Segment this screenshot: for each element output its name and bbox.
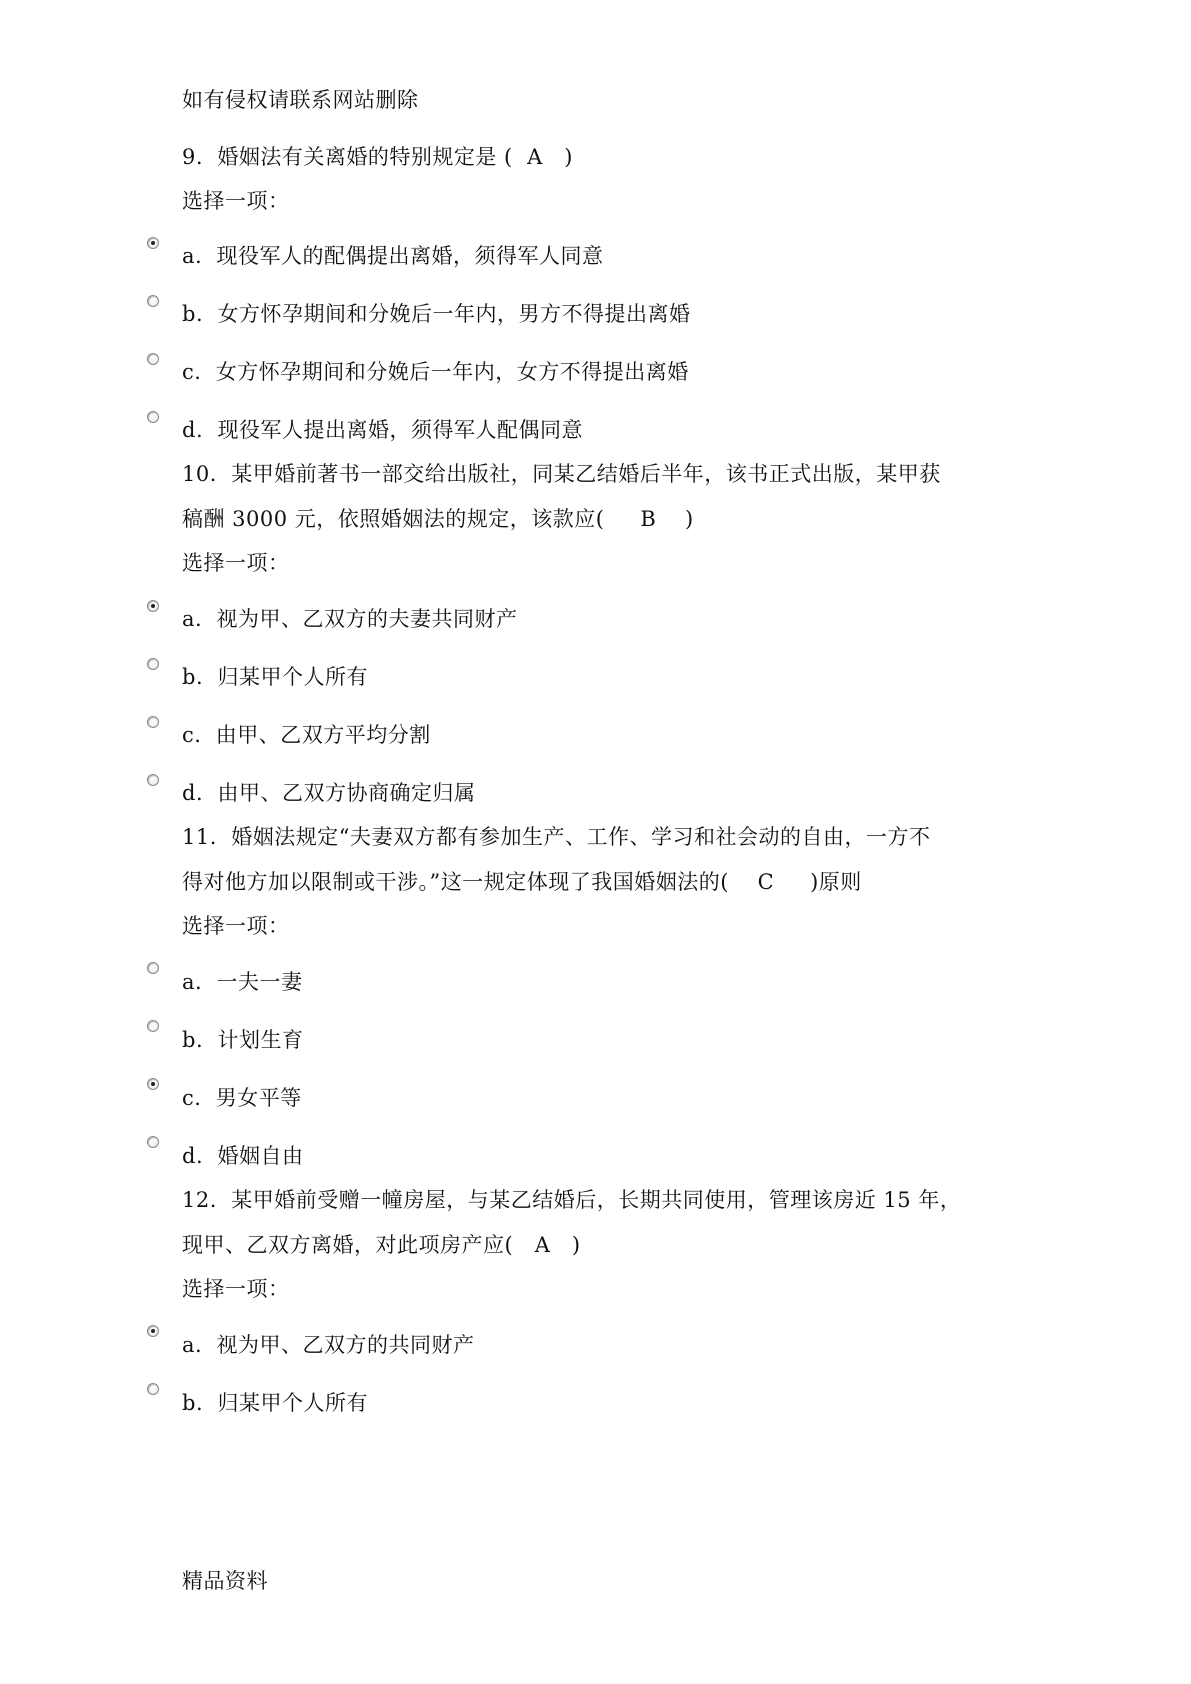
question-11-stem-line-2: 得对他方加以限制或干涉。”这一规定体现了我国婚姻法的( C )原则 — [182, 870, 862, 894]
page-footer: 精品资料 — [182, 1569, 268, 1593]
radio-button[interactable] — [147, 1020, 159, 1032]
question-10-option-c: c. 由甲、乙双方平均分割 — [182, 723, 431, 747]
radio-button[interactable] — [147, 1383, 159, 1395]
radio-button[interactable] — [147, 962, 159, 974]
question-11-option-a: a. 一夫一妻 — [182, 970, 303, 994]
question-10-option-a: a. 视为甲、乙双方的夫妻共同财产 — [182, 607, 518, 631]
radio-button[interactable] — [147, 1136, 159, 1148]
radio-button[interactable] — [147, 774, 159, 786]
question-9-option-a: a. 现役军人的配偶提出离婚，须得军人同意 — [182, 244, 604, 268]
question-11-option-d: d. 婚姻自由 — [182, 1144, 304, 1168]
page-header: 如有侵权请联系网站删除 — [182, 88, 419, 112]
question-9-prompt: 选择一项： — [182, 189, 290, 213]
question-9-option-b: b. 女方怀孕期间和分娩后一年内，男方不得提出离婚 — [182, 302, 691, 326]
question-9-option-c: c. 女方怀孕期间和分娩后一年内，女方不得提出离婚 — [182, 360, 689, 384]
question-10-option-b: b. 归某甲个人所有 — [182, 665, 368, 689]
question-11-option-b: b. 计划生育 — [182, 1028, 304, 1052]
question-10-stem-line-1: 10. 某甲婚前著书一部交给出版社，同某乙结婚后半年，该书正式出版，某甲获 — [182, 462, 941, 486]
question-11-stem-line-1: 11. 婚姻法规定“夫妻双方都有参加生产、工作、学习和社会动的自由，一方不 — [182, 825, 931, 849]
radio-button[interactable] — [147, 295, 159, 307]
radio-button[interactable] — [147, 716, 159, 728]
question-12-stem-line-2: 现甲、乙双方离婚，对此项房产应( A ) — [182, 1233, 581, 1257]
radio-button-selected[interactable] — [147, 600, 159, 612]
question-10-stem-line-2: 稿酬 3000 元，依照婚姻法的规定，该款应( B ) — [182, 507, 694, 531]
radio-button[interactable] — [147, 411, 159, 423]
radio-button-selected[interactable] — [147, 1325, 159, 1337]
question-11-option-c: c. 男女平等 — [182, 1086, 302, 1110]
question-11-prompt: 选择一项： — [182, 914, 290, 938]
question-12-prompt: 选择一项： — [182, 1277, 290, 1301]
question-12-stem-line-1: 12. 某甲婚前受赠一幢房屋，与某乙结婚后，长期共同使用，管理该房近 15 年， — [182, 1188, 962, 1212]
question-12-option-a: a. 视为甲、乙双方的共同财产 — [182, 1333, 475, 1357]
radio-button-selected[interactable] — [147, 237, 159, 249]
question-9-stem: 9. 婚姻法有关离婚的特别规定是 ( A ) — [182, 145, 573, 169]
radio-button-selected[interactable] — [147, 1078, 159, 1090]
question-9-option-d: d. 现役军人提出离婚，须得军人配偶同意 — [182, 418, 583, 442]
question-10-option-d: d. 由甲、乙双方协商确定归属 — [182, 781, 476, 805]
question-12-option-b: b. 归某甲个人所有 — [182, 1391, 368, 1415]
radio-button[interactable] — [147, 353, 159, 365]
question-10-prompt: 选择一项： — [182, 551, 290, 575]
radio-button[interactable] — [147, 658, 159, 670]
